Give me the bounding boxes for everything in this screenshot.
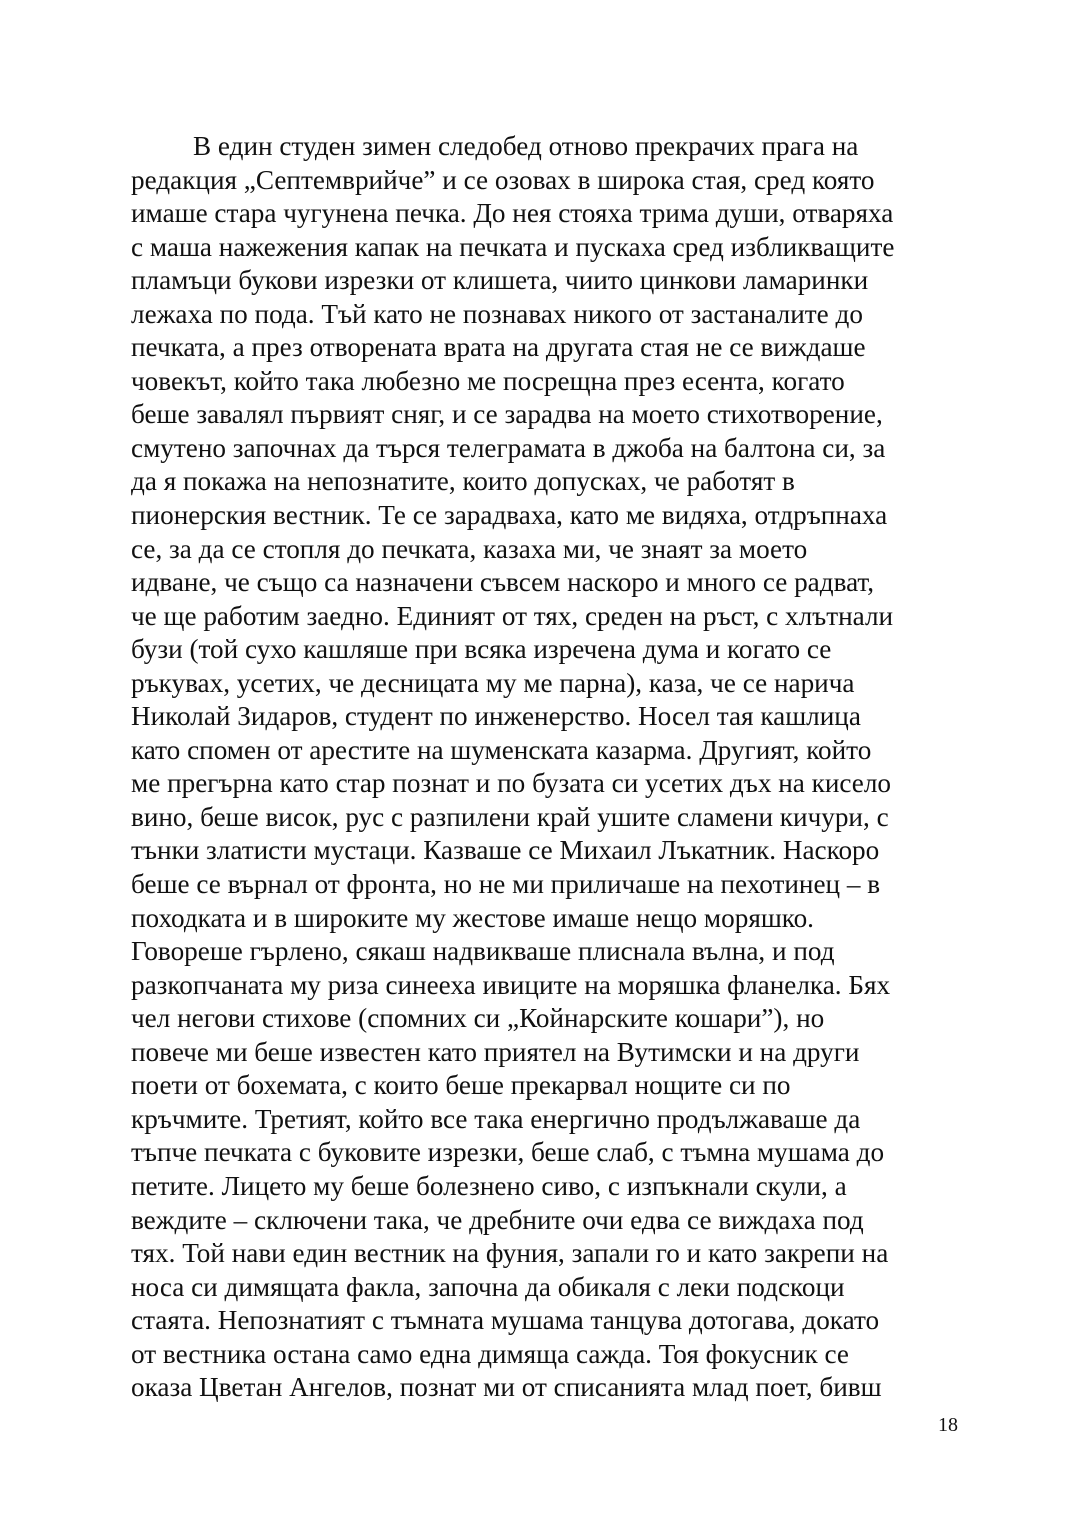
page-number: 18 (938, 1414, 958, 1436)
text-line: тях. Той нави един вестник на фуния, запали го и като закрепи на (131, 1238, 889, 1269)
text-line: тънки златисти мустаци. Казваше се Михаил Лъкатник. Наскоро (131, 835, 880, 866)
text-line: че ще работим заедно. Единият от тях, среден на ръст, с хлътнали (131, 600, 894, 631)
text-line: идване, че също са назначени съвсем наскоро и много се радват, (131, 567, 875, 598)
text-line: печката, а през отворената врата на другата стая не се виждаше (131, 332, 866, 363)
text-line: се, за да се стопля до печката, казаха ми, че знаят за моето (131, 533, 808, 564)
text-line: от вестника остана само една димяща сажда. Тоя фокусник се (131, 1338, 849, 1369)
text-line: стаята. Непознатият с тъмната мушама танцува дотогава, докато (131, 1305, 880, 1336)
text-line: Говореше гърлено, сякаш надвикваше плиснала вълна, и под (131, 936, 835, 967)
text-line: разкопчаната му риза синееха ивиците на моряшка фланелка. Бях (131, 969, 891, 1000)
text-line: беше завалял първият сняг, и се зарадва на моето стихотворение, (131, 399, 883, 430)
text-line: пламъци букови изрезки от клишета, чиито цинкови ламаринки (131, 265, 869, 296)
text-line: редакция „Септемврийче” и се озовах в широка стая, сред която (131, 164, 875, 195)
text-line: походката и в широките му жестове имаше нещо моряшко. (131, 902, 814, 933)
text-line: смутено започнах да търся телеграмата в джоба на балтона си, за (131, 432, 886, 463)
text-line: чел негови стихове (спомних си „Койнарските кошари”), но (131, 1003, 825, 1034)
text-line: кръчмите. Третият, който все така енергично продължаваше да (131, 1103, 861, 1134)
text-line: В един студен зимен следобед отново прекрачих прага на (193, 131, 859, 161)
text-line: като спомен от арестите на шуменската казарма. Другият, който (131, 734, 872, 765)
text-line: човекът, който така любезно ме посрещна през есента, когато (131, 365, 845, 396)
text-line: тъпче печката с буковите изрезки, беше слаб, с тъмна мушама до (131, 1137, 885, 1168)
body-paragraph (131, 130, 961, 1405)
text-line: ме прегърна като стар познат и по бузата си усетих дъх на кисело (131, 768, 892, 799)
text-line: пионерския вестник. Те се зарадваха, като ме видяха, отдръпнаха (131, 500, 888, 531)
text-line: беше се върнал от фронта, но не ми приличаше на пехотинец – в (131, 869, 881, 900)
text-line: поети от бохемата, с които беше прекарвал нощите си по (131, 1070, 791, 1101)
text-line: с маша нажежения капак на печката и пускаха сред избликващите (131, 231, 895, 262)
text-line: лежаха по пода. Тъй като не познавах никого от застаналите до (131, 298, 863, 329)
text-line: повече ми беше известен като приятел на Вутимски и на други (131, 1036, 860, 1067)
text-line: вино, беше висок, рус с разпилени край ушите сламени кичури, с (131, 801, 889, 832)
text-line: носа си димящата факла, започна да обикаля с леки подскоци (131, 1271, 845, 1302)
text-line: петите. Лицето му беше болезнено сиво, с изпъкнали скули, а (131, 1170, 847, 1201)
text-line: бузи (той сухо кашляше при всяка изречена дума и когато се (131, 634, 832, 665)
text-line: имаше стара чугунена печка. До нея стояха трима души, отваряха (131, 198, 894, 229)
text-line: оказа Цветан Ангелов, познат ми от списанията млад поет, бивш (131, 1372, 882, 1403)
text-line: Николай Зидаров, студент по инженерство. Носел тая кашлица (131, 701, 861, 732)
text-line: да я покажа на непознатите, които допусках, че работят в (131, 466, 795, 497)
text-line: ръкувах, усетих, че десницата му ме парна), каза, че се нарича (131, 667, 855, 698)
text-line: веждите – сключени така, че дребните очи едва се виждаха под (131, 1204, 864, 1235)
